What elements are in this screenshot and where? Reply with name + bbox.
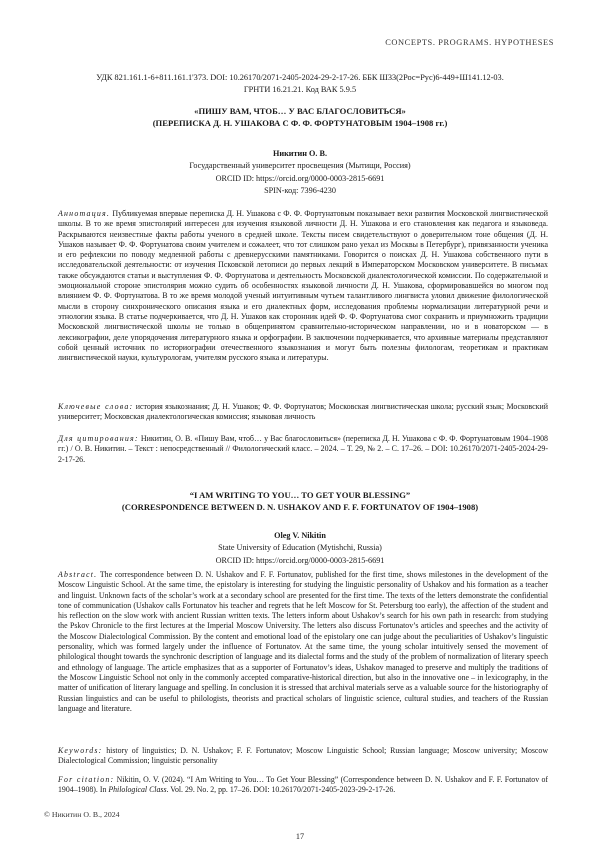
classification-codes xyxy=(60,72,540,96)
keywords-ru-text: история языкознания; Д. Н. Ушаков; Ф. Ф. Фортунатов; Московская лингвистическая школа; русский язык; Московский университет; Московская диалектологическая комиссия; языковая личность xyxy=(58,402,549,422)
udc-doi-line: УДК 821.161.1-6+811.161.1'373. DOI: 10.26170/2071-2405-2024-29-2-17-26. ББК Ш33(2Рос=Рус)6-449+Ш141.12-03. xyxy=(96,73,504,82)
citation-en-post: . Vol. 29. No. 2, pp. 17–26. DOI: 10.26170/2071-2405-2023-29-2-17-26. xyxy=(166,785,396,795)
keywords-ru-label: Ключевые слова: xyxy=(58,402,134,411)
copyright-notice: © Никитин О. В., 2024 xyxy=(44,810,120,819)
title-en-line2: (CORRESPONDENCE BETWEEN D. N. USHAKOV AND F. F. FORTUNATOV OF 1904–1908) xyxy=(121,502,479,512)
article-title-ru xyxy=(60,105,540,129)
orcid-en: ORCID ID: https://orcid.org/0000-0003-2815-6691 xyxy=(215,555,385,565)
keywords-en xyxy=(58,746,548,767)
abstract-en-label: Abstract. xyxy=(58,570,98,579)
spin-code: SPIN-код: 7396-4230 xyxy=(264,185,336,195)
citation-en xyxy=(58,775,548,796)
grnti-line: ГРНТИ 16.21.21. Код ВАК 5.9.5 xyxy=(243,85,357,94)
author-block-ru xyxy=(60,148,540,197)
title-en-line1: “I AM WRITING TO YOU… TO GET YOUR BLESSING” xyxy=(189,490,411,500)
orcid-ru: ORCID ID: https://orcid.org/0000-0003-2815-6691 xyxy=(215,173,385,183)
title-ru-line1: «ПИШУ ВАМ, ЧТОБ… У ВАС БЛАГОСЛОВИТЬСЯ» xyxy=(194,106,406,116)
citation-ru-label: Для цитирования: xyxy=(58,434,139,443)
citation-en-pre: Nikitin, O. V. (2024). “I Am Writing to You… To Get Your Blessing” (Correspondence between D. N. Ushakov and F. F. Fortunatov of 1904–1908). In xyxy=(58,775,548,795)
author-name-ru: Никитин О. В. xyxy=(273,149,327,158)
abstract-ru-label: Аннотация. xyxy=(58,209,111,218)
page-number: 17 xyxy=(295,832,305,841)
title-ru-line2: (ПЕРЕПИСКА Д. Н. УШАКОВА С Ф. Ф. ФОРТУНАТОВЫМ 1904–1908 гг.) xyxy=(152,118,448,128)
journal-section-header: CONCEPTS. PROGRAMS. HYPOTHESES xyxy=(385,38,554,47)
keywords-en-label: Keywords: xyxy=(58,746,103,755)
author-block-en xyxy=(60,530,540,567)
affiliation-ru: Государственный университет просвещения (Мытищи, Россия) xyxy=(189,161,411,171)
citation-ru xyxy=(58,434,548,465)
article-title-en xyxy=(60,489,540,513)
citation-en-journal: Philological Class xyxy=(108,785,167,795)
abstract-ru-text: Публикуемая впервые переписка Д. Н. Ушакова с Ф. Ф. Фортунатовым показывает вехи развития Московской лингвистической школы. В то же время эпистолярий интересен для изучения языковой личности Д. Н. Ушакова и его становления как педагога и языковеда. Раскрываются неизвестные факты работы ученого в средней школе. Тексты писем свидетельствуют о доверительном тоне общения (Д. Н. Ушаков называет Ф. Ф. Фортунатова своим учителем и сожалеет, что тот слишком рано уехал из Москвы в Петербург), привязанности ученика и его рефлексии по поводу медленной работы с древнерусскими памятниками. Говорится о поисках Д. Н. Ушакова собственного пути в исследовательской деятельности: от изучения Псковской летописи до первых лекций в Императорском Московском университете. В письмах также обсуждаются статьи и выступления Ф. Ф. Фортунатова и деятельность Московской диалектологической комиссии. По содержательной и эмоциональной стороне эпистолярия можно судить об особенностях языковой личности Д. Н. Ушакова, сформировавшейся во многом под влиянием Ф. Ф. Фортунатова. В то же время молодой ученый интуитивным чутьем талантливого лингвиста уловил движение филологической мысли в сторону синхронического описания языка и его диалектных форм, исследования проблемы нормализации литературной речи и этнологии языка. В статье подчеркивается, что Д. Н. Ушаков как сторонник идей Ф. Ф. Фортунатова смог сохранить и приумножить традиции Московской лингвистической школы не только в общепринятом сравнительно-историческом направлении, но и в новаторском — в лексикографии, деле упорядочения литературного языка и орфографии. В заключении подчеркивается, что архивные материалы представляют собой ценный источник по историографии отечественного языкознания и могут быть полезны филологам, теоретикам и практикам лингвистической науки, культурологам, учителям русского языка и литературы. xyxy=(58,209,548,363)
affiliation-en: State University of Education (Mytishchi, Russia) xyxy=(218,543,382,553)
citation-en-label: For citation: xyxy=(58,775,115,784)
abstract-ru xyxy=(58,209,548,363)
keywords-en-text: history of linguistics; D. N. Ushakov; F. F. Fortunatov; Moscow Linguistic School; Russian language; Moscow university; Moscow Dialectological Commission; linguistic personality xyxy=(58,746,548,766)
abstract-en-text: The correspondence between D. N. Ushakov and F. F. Fortunatov, published for the first time, shows milestones in the development of the Moscow Linguistic School. At the same time, the epistolary is interesting for studying the linguistic personality of Ushakov and his formation as a teacher and linguist. Unknown facts of the scholar’s work at a secondary school are presented for the first time. The texts of the letters demonstrate the confidential tone of communication (Ushakov calls Fortunatov his teacher and regrets that he left Moscow for St. Petersburg too early), the affection of the student and his reflection on the slow work with ancient Russian written texts. The letters inform about Ushakov’s search for his own path in research: from studying the Pskov Chronicle to the first lectures at the Imperial Moscow University. The letters also discuss Fortunatov’s articles and speeches and the activity of the Moscow Dialectological Commission. By the content and emotional load of the epistolary one can judge about the peculiarities of Ushakov’s linguistic personality, which was formed largely under the influence of Fortunatov. At the same time, the young scholar intuitively sensed the movement of philological thought towards the synchronic description of language and its dialectal forms and the study of the problem of normalization of literary speech and ethnology of language. The article emphasizes that as a supporter of Fortunatov’s ideas, Ushakov managed to preserve and multiply the traditions of the Moscow Linguistic School not only in the commonly accepted comparative-historical direction, but also in the innovative one – in lexicography, in the matter of unification of literary language and spelling. In conclusion it is stressed that archival materials serve as a valuable source for the historiography of Russian linguistics and can be useful to philologists, theorists and practical scholars of linguistic science, cultural studies, and teachers of the Russian language and literature. xyxy=(58,570,548,713)
keywords-ru xyxy=(58,402,548,423)
citation-ru-text: Никитин, О. В. «Пишу Вам, чтоб… у Вас благословиться» (переписка Д. Н. Ушакова с Ф. Ф. Фортунатовым 1904–1908 гг.) / О. В. Никитин. – Текст : непосредственный // Филологический класс. – 2024. – Т. 29, № 2. – С. 17–26. – DOI: 10.26170/2071-2405-2024-29-2-17-26. xyxy=(58,434,549,464)
author-name-en: Oleg V. Nikitin xyxy=(274,531,326,540)
abstract-en xyxy=(58,570,548,714)
